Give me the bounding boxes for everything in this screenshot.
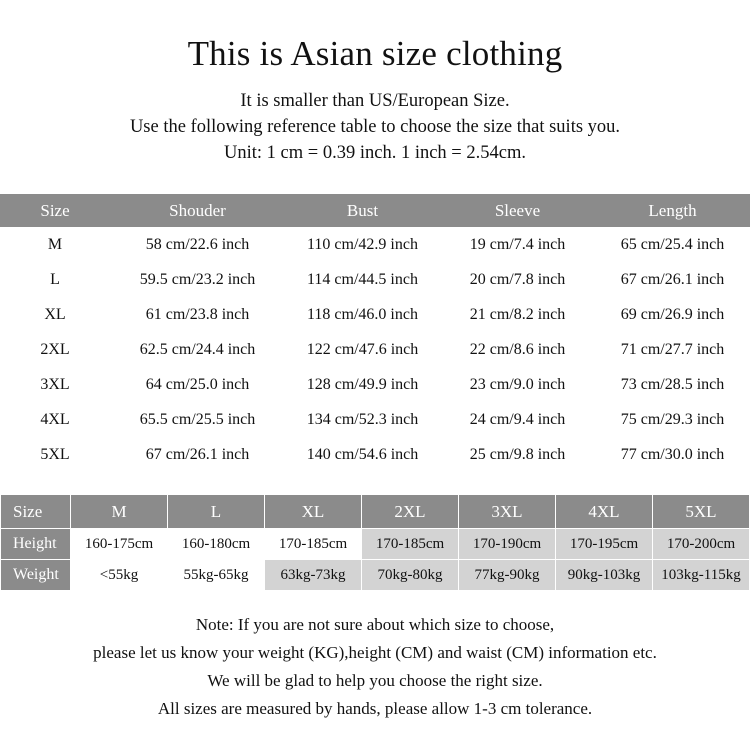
weight-cell-l: 55kg-65kg (168, 560, 265, 591)
cell-length: 75 cm/29.3 inch (595, 402, 750, 437)
cell-shoulder: 64 cm/25.0 inch (110, 367, 285, 402)
cell-shoulder: 58 cm/22.6 inch (110, 227, 285, 262)
hw-header-m: M (71, 495, 168, 529)
cell-sleeve: 19 cm/7.4 inch (440, 227, 595, 262)
height-weight-table (0, 494, 750, 591)
cell-sleeve: 23 cm/9.0 inch (440, 367, 595, 402)
cell-shoulder: 67 cm/26.1 inch (110, 437, 285, 472)
cell-length: 65 cm/25.4 inch (595, 227, 750, 262)
cell-length: 67 cm/26.1 inch (595, 262, 750, 297)
height-cell-3xl: 170-190cm (459, 529, 556, 560)
table-row (0, 402, 750, 437)
subtitle-line-2: Use the following reference table to choose the size that suits you. (129, 117, 621, 137)
height-weight-section (0, 494, 750, 591)
cell-length: 71 cm/27.7 inch (595, 332, 750, 367)
table-header-row (0, 194, 750, 227)
table-row (0, 262, 750, 297)
cell-bust: 128 cm/49.9 inch (285, 367, 440, 402)
cell-size: 4XL (0, 402, 110, 437)
hw-header-l: L (168, 495, 265, 529)
page-title: This is Asian size clothing (187, 34, 563, 73)
note-line-2: please let us know your weight (KG),height (CM) and waist (CM) information etc. (93, 643, 657, 662)
column-header-size: Size (0, 194, 110, 227)
hw-header-4xl: 4XL (556, 495, 653, 529)
note-line-3: We will be glad to help you choose the right size. (207, 671, 543, 690)
cell-size: M (0, 227, 110, 262)
height-cell-2xl: 170-185cm (362, 529, 459, 560)
column-header-shoulder: Shouder (110, 194, 285, 227)
measurements-table (0, 194, 750, 472)
hw-row-label-weight: Weight (1, 560, 71, 591)
cell-shoulder: 65.5 cm/25.5 inch (110, 402, 285, 437)
table-row (0, 297, 750, 332)
column-header-bust: Bust (285, 194, 440, 227)
height-cell-xl: 170-185cm (265, 529, 362, 560)
cell-bust: 122 cm/47.6 inch (285, 332, 440, 367)
hw-row-label-height: Height (1, 529, 71, 560)
hw-header-size: Size (1, 495, 71, 529)
cell-sleeve: 24 cm/9.4 inch (440, 402, 595, 437)
hw-header-3xl: 3XL (459, 495, 556, 529)
column-header-sleeve: Sleeve (440, 194, 595, 227)
weight-cell-xl: 63kg-73kg (265, 560, 362, 591)
cell-bust: 118 cm/46.0 inch (285, 297, 440, 332)
note-line-4: All sizes are measured by hands, please allow 1-3 cm tolerance. (157, 699, 593, 718)
table-row (0, 437, 750, 472)
table-row (0, 227, 750, 262)
cell-bust: 110 cm/42.9 inch (285, 227, 440, 262)
hw-header-2xl: 2XL (362, 495, 459, 529)
cell-sleeve: 20 cm/7.8 inch (440, 262, 595, 297)
hw-weight-row (1, 560, 750, 591)
cell-sleeve: 21 cm/8.2 inch (440, 297, 595, 332)
cell-length: 69 cm/26.9 inch (595, 297, 750, 332)
cell-shoulder: 59.5 cm/23.2 inch (110, 262, 285, 297)
cell-sleeve: 22 cm/8.6 inch (440, 332, 595, 367)
weight-cell-3xl: 77kg-90kg (459, 560, 556, 591)
height-cell-l: 160-180cm (168, 529, 265, 560)
note-line-1: Note: If you are not sure about which size to choose, (195, 615, 555, 634)
cell-bust: 114 cm/44.5 inch (285, 262, 440, 297)
hw-header-5xl: 5XL (653, 495, 750, 529)
cell-bust: 140 cm/54.6 inch (285, 437, 440, 472)
cell-shoulder: 61 cm/23.8 inch (110, 297, 285, 332)
cell-size: XL (0, 297, 110, 332)
cell-sleeve: 25 cm/9.8 inch (440, 437, 595, 472)
height-cell-4xl: 170-195cm (556, 529, 653, 560)
cell-size: 2XL (0, 332, 110, 367)
height-cell-m: 160-175cm (71, 529, 168, 560)
cell-shoulder: 62.5 cm/24.4 inch (110, 332, 285, 367)
cell-length: 77 cm/30.0 inch (595, 437, 750, 472)
cell-bust: 134 cm/52.3 inch (285, 402, 440, 437)
weight-cell-4xl: 90kg-103kg (556, 560, 653, 591)
cell-size: L (0, 262, 110, 297)
subtitle-line-1: It is smaller than US/European Size. (240, 91, 510, 111)
column-header-length: Length (595, 194, 750, 227)
hw-header-xl: XL (265, 495, 362, 529)
cell-size: 3XL (0, 367, 110, 402)
cell-length: 73 cm/28.5 inch (595, 367, 750, 402)
weight-cell-m: <55kg (71, 560, 168, 591)
subtitle-line-3: Unit: 1 cm = 0.39 inch. 1 inch = 2.54cm. (224, 143, 526, 163)
weight-cell-5xl: 103kg-115kg (653, 560, 750, 591)
table-row (0, 367, 750, 402)
table-row (0, 332, 750, 367)
height-cell-5xl: 170-200cm (653, 529, 750, 560)
hw-height-row (1, 529, 750, 560)
weight-cell-2xl: 70kg-80kg (362, 560, 459, 591)
notes-section (0, 591, 750, 723)
hw-header-row (1, 495, 750, 529)
page-subtitle (0, 74, 750, 166)
cell-size: 5XL (0, 437, 110, 472)
